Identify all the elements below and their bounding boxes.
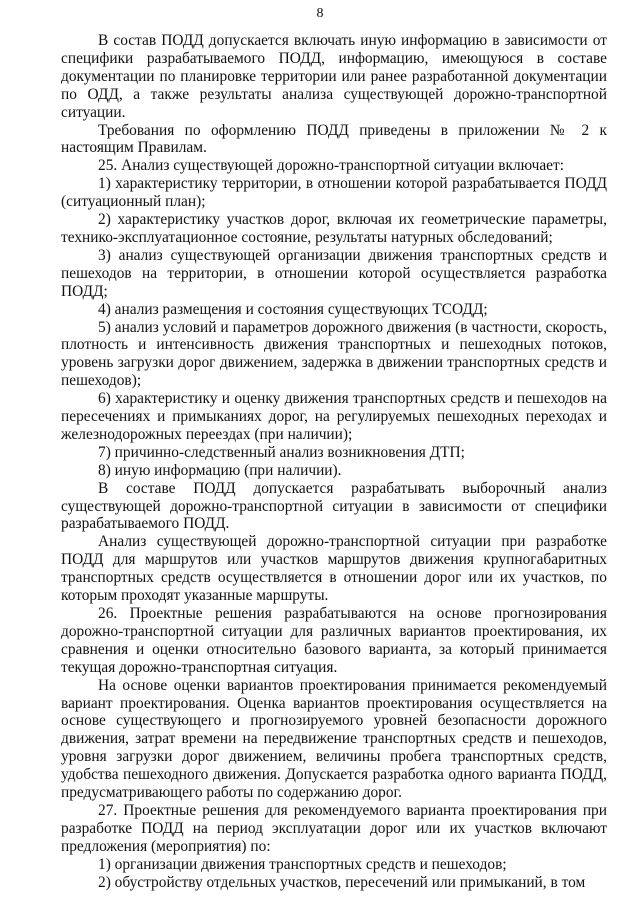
paragraph: Анализ существующей дорожно-транспортной ситуации при разработке ПОДД для маршрутов или участков маршрутов движения крупногабаритных транспортных средств осуществляется в отношении дорог или их участков, по которым проходят указанные маршруты. — [61, 533, 607, 605]
list-item: 3) анализ существующей организации движения транспортных средств и пешеходов на территории, в отношении которой осуществляется разработка ПОДД; — [61, 246, 607, 300]
paragraph: В состав ПОДД допускается включать иную информацию в зависимости от специфики разрабатываемого ПОДД, информацию, имеющуюся в составе документации по планировке территории или ранее разработанной документации по ОДД, а также результаты анализа существующей дорожно-транспортной ситуации. — [61, 32, 607, 121]
paragraph: 27. Проектные решения для рекомендуемого варианта проектирования при разработке ПОДД на период эксплуатации дорог или их участков включают предложения (мероприятия) по: — [61, 801, 607, 855]
list-item: 1) организации движения транспортных средств и пешеходов; — [98, 855, 507, 873]
document-body — [61, 32, 607, 892]
list-item: 5) анализ условий и параметров дорожного движения (в частности, скорость, плотность и интенсивность движения транспортных и пешеходных потоков, уровень загрузки дорог движением, задержка в движении транспортных средств и пешеходов); — [61, 318, 607, 390]
list-item: 7) причинно-следственный анализ возникновения ДТП; — [98, 443, 465, 461]
list-item: 4) анализ размещения и состояния существующих ТСОДД; — [98, 300, 488, 318]
paragraph: 26. Проектные решения разрабатываются на основе прогнозирования дорожно-транспортной ситуации для различных вариантов проектирования, их сравнения и оценки относительно базового варианта, за который принимается текущая дорожно-транспортная ситуация. — [61, 605, 607, 676]
paragraph: 25. Анализ существующей дорожно-транспортной ситуации включает: — [98, 157, 565, 175]
list-item: 1) характеристику территории, в отношении которой разрабатывается ПОДД (ситуационный план); — [61, 175, 607, 211]
paragraph: В составе ПОДД допускается разрабатывать выборочный анализ существующей дорожно-транспортной ситуации в зависимости от специфики разрабатываемого ПОДД. — [61, 479, 607, 533]
paragraph: Требования по оформлению ПОДД приведены в приложении № 2 к настоящим Правилам. — [61, 121, 607, 157]
list-item: 6) характеристику и оценку движения транспортных средств и пешеходов на пересечениях и примыканиях дорог, на регулируемых пешеходных переходах и железнодорожных переездах (при наличии); — [61, 390, 607, 443]
list-item: 2) обустройству отдельных участков, пересечений или примыканий, в том — [98, 873, 586, 891]
page-number: 8 — [316, 6, 324, 21]
list-item: 2) характеристику участков дорог, включая их геометрические параметры, технико-эксплуатационное состояние, результаты натурных обследований; — [61, 211, 607, 246]
list-item: 8) иную информацию (при наличии). — [98, 461, 342, 479]
paragraph: На основе оценки вариантов проектирования принимается рекомендуемый вариант проектирования. Оценка вариантов проектирования осуществляется на основе существующего и прогнозируемого уровней безопасности дорожного движения, затрат времени на передвижение транспортных средств и пешеходов, уровня загрузки дорог движением, величины пробега транспортных средств, удобства пешеходного движения. Допускается разработка одного варианта ПОДД, предусматривающего работы по содержанию дорог. — [61, 676, 607, 802]
